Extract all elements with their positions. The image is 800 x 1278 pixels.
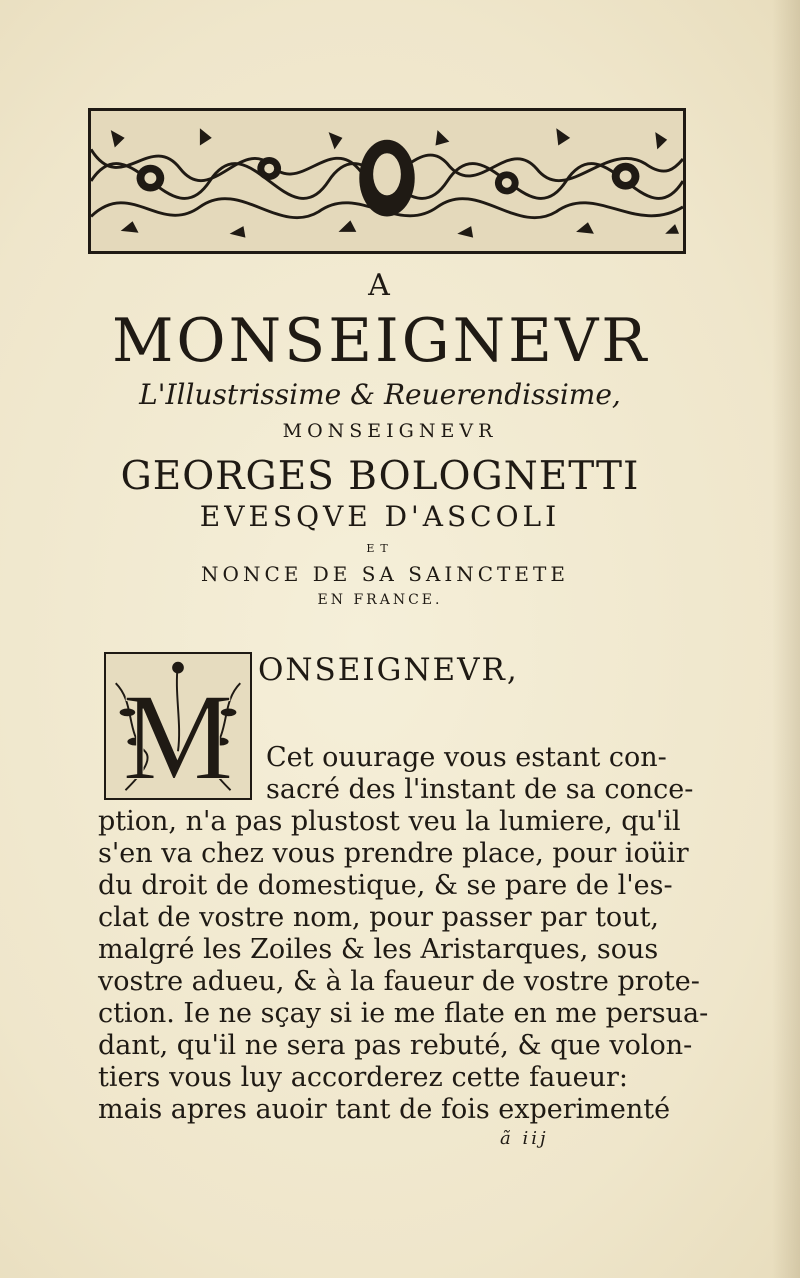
dedicatee-office: EVESQVE D'ASCOLI xyxy=(199,500,561,533)
body-line: du droit de domestique, & se pare de l'es- xyxy=(98,870,673,901)
svg-text:M: M xyxy=(122,667,234,798)
dedicatee-office-2: NONCE DE SA SAINCTETE xyxy=(201,562,569,586)
signature-mark: ã iij xyxy=(500,1128,549,1149)
dedication-title-repeat: MONSEIGNEVR xyxy=(282,420,498,442)
ornamental-banner-icon xyxy=(88,108,686,254)
body-line: malgré les Zoiles & les Aristarques, sous xyxy=(98,934,659,965)
dedicatee-name: GEORGES BOLOGNETTI xyxy=(120,454,640,499)
body-line: vostre adueu, & à la faueur de vostre prote- xyxy=(98,966,700,997)
body-line: ption, n'a pas plustost veu la lumiere, qu'il xyxy=(98,806,681,837)
letter-salutation: ONSEIGNEVR, xyxy=(258,652,519,688)
letter-body xyxy=(98,742,709,1126)
body-line: tiers vous luy accorderez cette faueur: xyxy=(98,1062,628,1093)
body-line: sacré des l'instant de sa conce- xyxy=(266,774,694,805)
body-line: Cet ouurage vous estant con- xyxy=(266,742,667,773)
dedication-conjunction: ET xyxy=(366,542,394,555)
dedication-prefix: A xyxy=(368,268,392,303)
page-edge-shadow xyxy=(772,0,800,1278)
body-line: ction. Ie ne sçay si ie me flate en me persua- xyxy=(98,998,709,1029)
dedication-place: EN FRANCE. xyxy=(317,592,443,608)
body-line: clat de vostre nom, pour passer par tout, xyxy=(98,902,660,933)
body-line: s'en va chez vous prendre place, pour ioüir xyxy=(98,838,689,869)
dedication-title: MONSEIGNEVR xyxy=(112,306,650,376)
body-line: mais apres auoir tant de fois experimenté xyxy=(98,1094,671,1125)
dedication-honorific: L'Illustrissime & Reuerendissime, xyxy=(139,378,621,411)
body-line: dant, qu'il ne sera pas rebuté, & que volon- xyxy=(98,1030,693,1061)
